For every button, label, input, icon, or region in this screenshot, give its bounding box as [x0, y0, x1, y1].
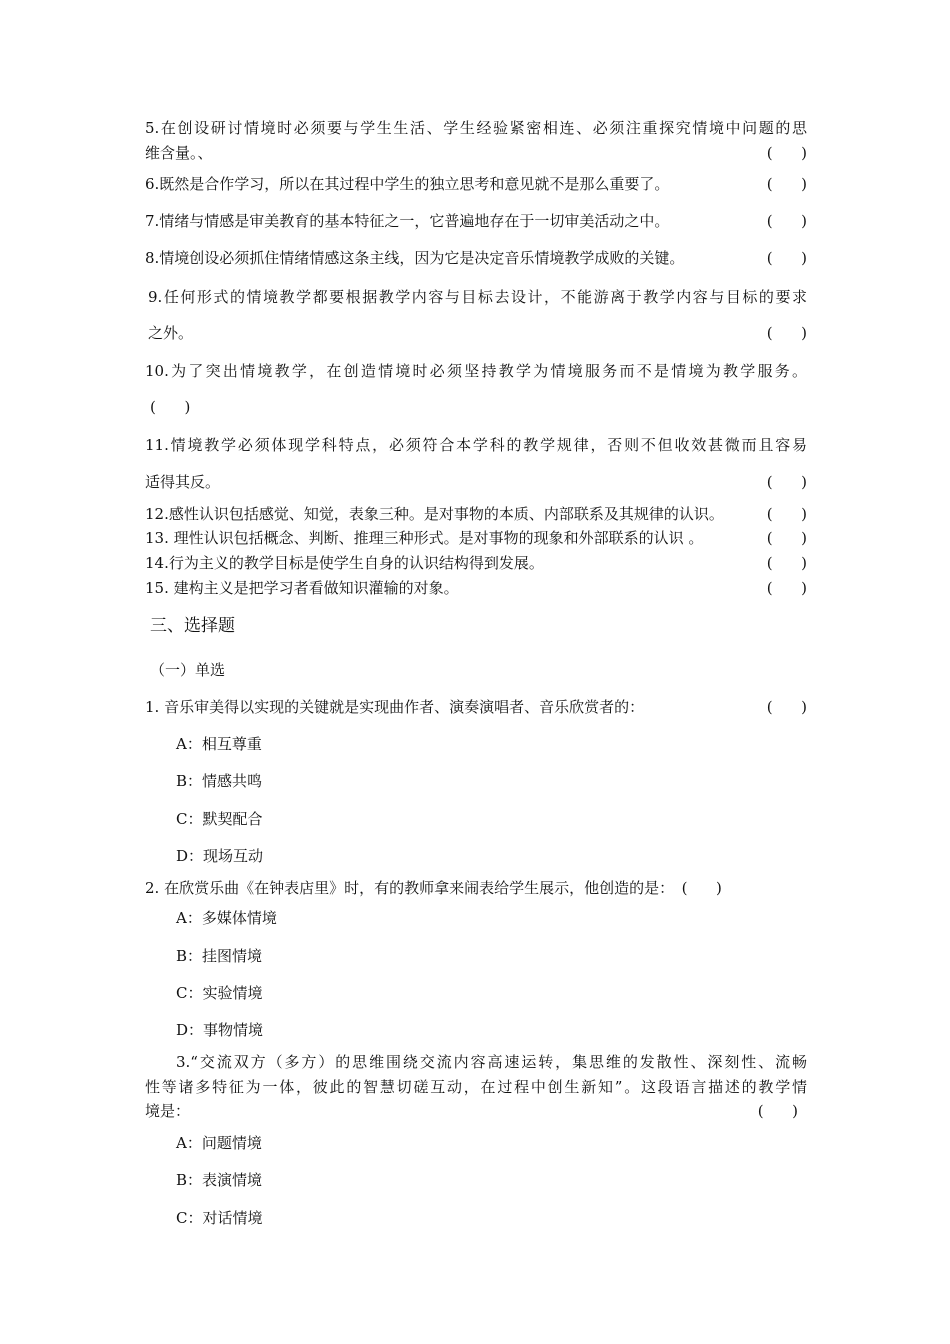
q1-option-c: C：默契配合 [176, 810, 263, 828]
judgment-6: 6.既然是合作学习，所以在其过程中学生的独立思考和意见就不是那么重要了。 [145, 175, 670, 193]
section-heading: 三、选择题 [150, 616, 235, 636]
q3-option-a: A：问题情境 [176, 1134, 262, 1152]
q2-option-b: B：挂图情境 [176, 947, 263, 965]
q2-option-c: C：实验情境 [176, 984, 263, 1002]
answer-bracket-12: ( ) [766, 505, 807, 523]
q1-option-b: B：情感共鸣 [176, 772, 263, 790]
q2-option-a: A：多媒体情境 [176, 909, 277, 927]
question-3-line-2: 性等诸多特征为一体，彼此的智慧切磋互动，在过程中创生新知”。这段语言描述的教学情 [145, 1078, 807, 1096]
judgment-9-line-1: 9.任何形式的情境教学都要根据教学内容与目标去设计，不能游离于教学内容与目标的要求 [148, 288, 807, 306]
answer-bracket-11: ( ) [766, 473, 807, 491]
q1-option-a: A：相互尊重 [176, 735, 262, 753]
judgment-5-line-2: 维含量。、 [145, 144, 213, 162]
answer-bracket-15: ( ) [766, 579, 807, 597]
question-2: 2. 在欣赏乐曲《在钟表店里》时，有的教师拿来闹表给学生展示，他创造的是： ( ) [145, 879, 722, 897]
q3-option-c: C：对话情境 [176, 1209, 263, 1227]
judgment-12: 12.感性认识包括感觉、知觉，表象三种。是对事物的本质、内部联系及其规律的认识。 [145, 505, 724, 523]
q1-option-d: D：现场互动 [176, 847, 264, 865]
answer-bracket-q1: ( ) [766, 698, 807, 716]
answer-bracket-14: ( ) [766, 554, 807, 572]
answer-bracket-8: ( ) [766, 249, 807, 267]
q3-option-b: B：表演情境 [176, 1171, 263, 1189]
judgment-7: 7.情绪与情感是审美教育的基本特征之一，它普遍地存在于一切审美活动之中。 [145, 212, 670, 230]
answer-bracket-9: ( ) [766, 324, 807, 342]
subsection-heading: （一）单选 [150, 661, 226, 679]
answer-bracket-q3: ( ) [757, 1102, 798, 1120]
answer-bracket-7: ( ) [766, 212, 807, 230]
judgment-11-line-1: 11.情境教学必须体现学科特点，必须符合本学科的教学规律，否则不但收效甚微而且容易 [145, 436, 807, 454]
answer-bracket-13: ( ) [766, 529, 807, 547]
q2-option-d: D：事物情境 [176, 1021, 264, 1039]
judgment-5-line-1: 5.在创设研讨情境时必须要与学生生活、学生经验紧密相连、必须注重探究情境中问题的思 [145, 119, 807, 137]
answer-bracket-6: ( ) [766, 175, 807, 193]
judgment-8: 8.情境创设必须抓住情绪情感这条主线，因为它是决定音乐情境教学成败的关键。 [145, 249, 685, 267]
question-1: 1. 音乐审美得以实现的关键就是实现曲作者、演奏演唱者、音乐欣赏者的： [145, 698, 645, 716]
answer-bracket-5: ( ) [766, 144, 807, 162]
judgment-15: 15. 建构主义是把学习者看做知识灌输的对象。 [145, 579, 459, 597]
question-3-line-1: 3.“交流双方（多方）的思维围绕交流内容高速运转，集思维的发散性、深刻性、流畅 [176, 1053, 807, 1071]
judgment-13: 13. 理性认识包括概念、判断、推理三种形式。是对事物的现象和外部联系的认识 。 [145, 529, 704, 547]
judgment-9-line-2: 之外。 [148, 324, 194, 342]
judgment-10: 10.为了突出情境教学，在创造情境时必须坚持教学为情境服务而不是情境为教学服务。 [145, 362, 807, 380]
judgment-11-line-2: 适得其反。 [145, 473, 221, 491]
question-3-line-3: 境是： [145, 1102, 191, 1120]
judgment-14: 14.行为主义的教学目标是使学生自身的认识结构得到发展。 [145, 554, 544, 572]
answer-bracket-10: ( ) [150, 398, 191, 416]
